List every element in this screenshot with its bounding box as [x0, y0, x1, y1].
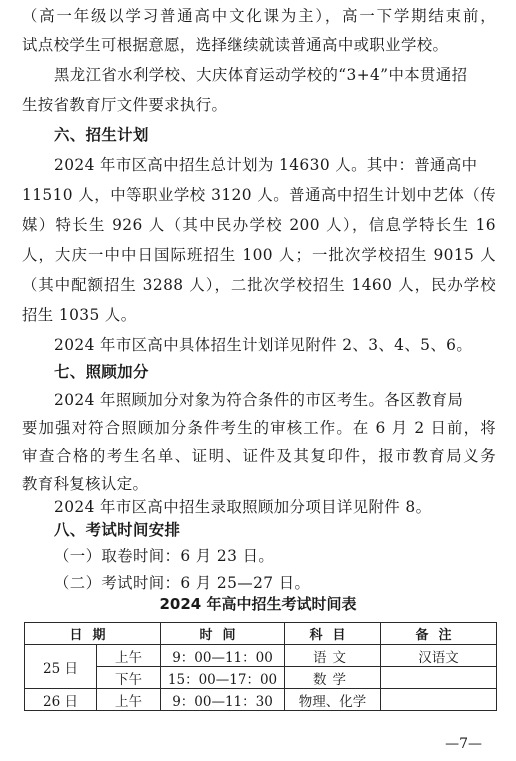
header-note: 备注 — [381, 623, 497, 645]
cell-note — [381, 689, 497, 711]
paragraph-line: 人，大庆一中中日国际班招生 100 人；一批次学校招生 9015 人 — [22, 246, 496, 264]
cell-period: 上午 — [97, 689, 161, 711]
table-row — [25, 689, 497, 711]
paragraph-line: 生按省教育厅文件要求执行。 — [22, 96, 228, 114]
paragraph-line: （高一年级以学习普通高中文化课为主），高一下学期结束前， — [22, 7, 496, 25]
cell-time: 9：00—11：00 — [161, 645, 285, 667]
paragraph-line: 2024 年市区高中招生录取照顾加分项目详见附件 8。 — [54, 498, 432, 516]
header-subject: 科目 — [285, 623, 381, 645]
paragraph-line: 2024 年市区高中招生总计划为 14630 人。其中：普通高中 — [54, 156, 478, 174]
header-date: 日期 — [25, 623, 161, 645]
table-title: 2024 年高中招生考试时间表 — [159, 595, 357, 613]
paragraph-line: 试点校学生可根据意愿，选择继续就读普通高中或职业学校。 — [22, 36, 449, 54]
paragraph-line: 要加强对符合照顾加分条件考生的审核工作。在 6 月 2 日前，将 — [22, 419, 496, 437]
cell-note — [381, 667, 497, 689]
cell-subject: 语文 — [285, 645, 381, 667]
paragraph-line: （二）考试时间：6 月 25—27 日。 — [54, 574, 311, 592]
cell-subject: 物理、化学 — [285, 689, 381, 711]
paragraph-line: 教育科复核认定。 — [22, 475, 149, 493]
section-heading-8: 八、考试时间安排 — [54, 521, 181, 539]
exam-schedule-table — [24, 622, 497, 711]
page-number: —7— — [445, 736, 482, 752]
cell-note: 汉语文 — [381, 645, 497, 667]
cell-time: 15：00—17：00 — [161, 667, 285, 689]
paragraph-line: （一）取卷时间：6 月 23 日。 — [54, 547, 275, 565]
cell-subject: 数学 — [285, 667, 381, 689]
header-time: 时间 — [161, 623, 285, 645]
section-heading-6: 六、招生计划 — [54, 126, 149, 144]
cell-time: 9：00—11：30 — [161, 689, 285, 711]
paragraph-line: 审查合格的考生名单、证明、证件及其复印件，报市教育局义务 — [22, 447, 496, 465]
cell-date: 26 日 — [25, 689, 97, 711]
paragraph-line: 11510 人，中等职业学校 3120 人。普通高中招生计划中艺体（传 — [22, 186, 496, 204]
table-row — [25, 645, 497, 667]
cell-period: 下午 — [97, 667, 161, 689]
paragraph-line: 媒）特长生 926 人（其中民办学校 200 人），信息学特长生 16 — [22, 216, 496, 234]
cell-period: 上午 — [97, 645, 161, 667]
section-heading-7: 七、照顾加分 — [54, 363, 149, 381]
paragraph-line: 2024 年照顾加分对象为符合条件的市区考生。各区教育局 — [54, 391, 464, 409]
table-header-row — [25, 623, 497, 645]
paragraph-line: 2024 年市区高中具体招生计划详见附件 2、3、4、5、6。 — [54, 336, 473, 354]
paragraph-line: 招生 1035 人。 — [22, 306, 137, 324]
paragraph-line: 黑龙江省水利学校、大庆体育运动学校的“3+4”中本贯通招 — [54, 66, 468, 84]
cell-date: 25 日 — [25, 645, 97, 689]
paragraph-line: （其中配额招生 3288 人），二批次学校招生 1460 人，民办学校 — [22, 276, 496, 294]
